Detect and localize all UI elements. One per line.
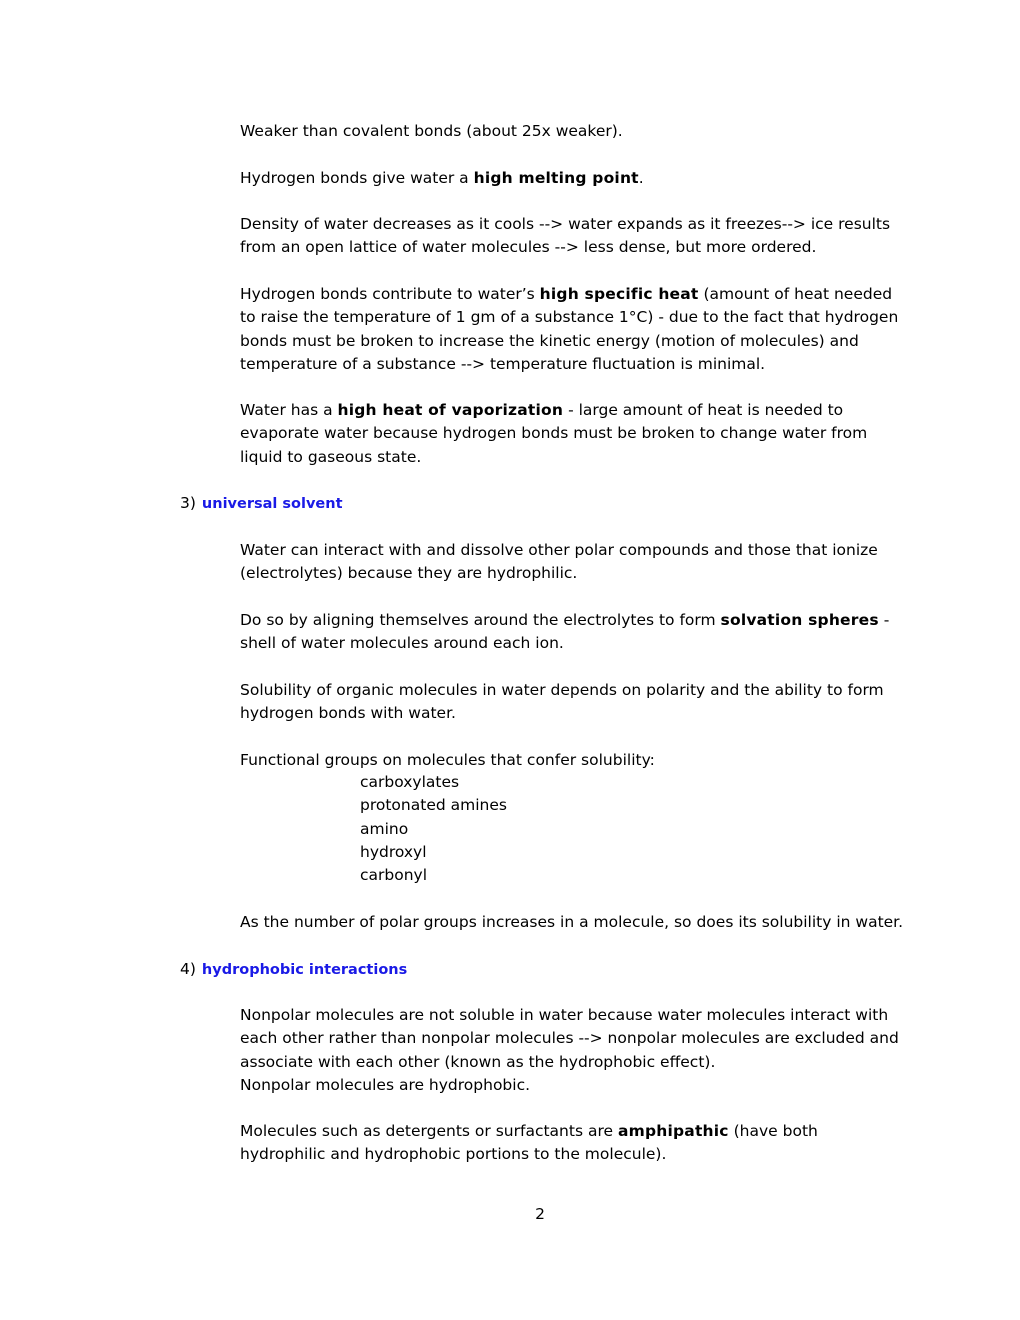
paragraph-melting-point: Hydrogen bonds give water a high melting point.	[240, 169, 644, 187]
paragraph-polar-compounds: Water can interact with and dissolve other polar compounds and those that ionize (electrolytes) because they are hydrophilic.	[240, 541, 878, 583]
paragraph-amphipathic: Molecules such as detergents or surfactants are amphipathic (have both hydrophilic and hydrophobic portions to the molecule).	[240, 1122, 818, 1164]
paragraph-specific-heat: Hydrogen bonds contribute to water’s high specific heat (amount of heat needed to raise the temperature of 1 gm of a substance 1°C) - due to the fact that hydrogen bonds must be broken to increase the kinetic energy (motion of molecules) and temperature of a substance --> temperature fluctuation is minimal.	[240, 285, 899, 373]
list-item: amino	[360, 819, 409, 838]
page-number: 2	[535, 1205, 545, 1223]
paragraph-polar-groups: As the number of polar groups increases in a molecule, so does its solubility in water.	[240, 913, 904, 931]
section-heading-universal-solvent: 3) universal solvent	[180, 494, 343, 512]
term-high-specific-heat: high specific heat	[539, 285, 699, 303]
paragraph-organic-solubility: Solubility of organic molecules in water depends on polarity and the ability to form hydrogen bonds with water.	[240, 681, 884, 723]
paragraph-solvation-spheres: Do so by aligning themselves around the electrolytes to form solvation spheres - shell of water molecules around each ion.	[240, 611, 890, 653]
functional-groups-list	[360, 771, 507, 887]
paragraph-vaporization: Water has a high heat of vaporization - large amount of heat is needed to evaporate water because hydrogen bonds must be broken to change water from liquid to gaseous state.	[240, 401, 868, 466]
term-high-heat-of-vaporization: high heat of vaporization	[337, 401, 564, 419]
list-item: protonated amines	[360, 796, 507, 815]
term-amphipathic: amphipathic	[617, 1122, 729, 1140]
list-item: carbonyl	[360, 866, 428, 885]
term-solvation-spheres: solvation spheres	[720, 611, 879, 629]
list-item: hydroxyl	[360, 842, 427, 861]
term-high-melting-point: high melting point	[473, 169, 639, 187]
section-heading-hydrophobic-interactions: 4) hydrophobic interactions	[180, 960, 408, 978]
paragraph-functional-groups-intro: Functional groups on molecules that confer solubility:	[240, 751, 655, 769]
paragraph-nonpolar-molecules: Nonpolar molecules are not soluble in water because water molecules interact with each other rather than nonpolar molecules --> nonpolar molecules are excluded and associate with each other (known as the hydrophobic effect). Nonpolar molecules are hydrophobic.	[240, 1006, 899, 1094]
paragraph-covalent-comparison: Weaker than covalent bonds (about 25x weaker).	[240, 122, 623, 140]
list-item: carboxylates	[360, 773, 460, 791]
paragraph-density: Density of water decreases as it cools --> water expands as it freezes--> ice results from an open lattice of water molecules --> less dense, but more ordered.	[240, 215, 891, 257]
